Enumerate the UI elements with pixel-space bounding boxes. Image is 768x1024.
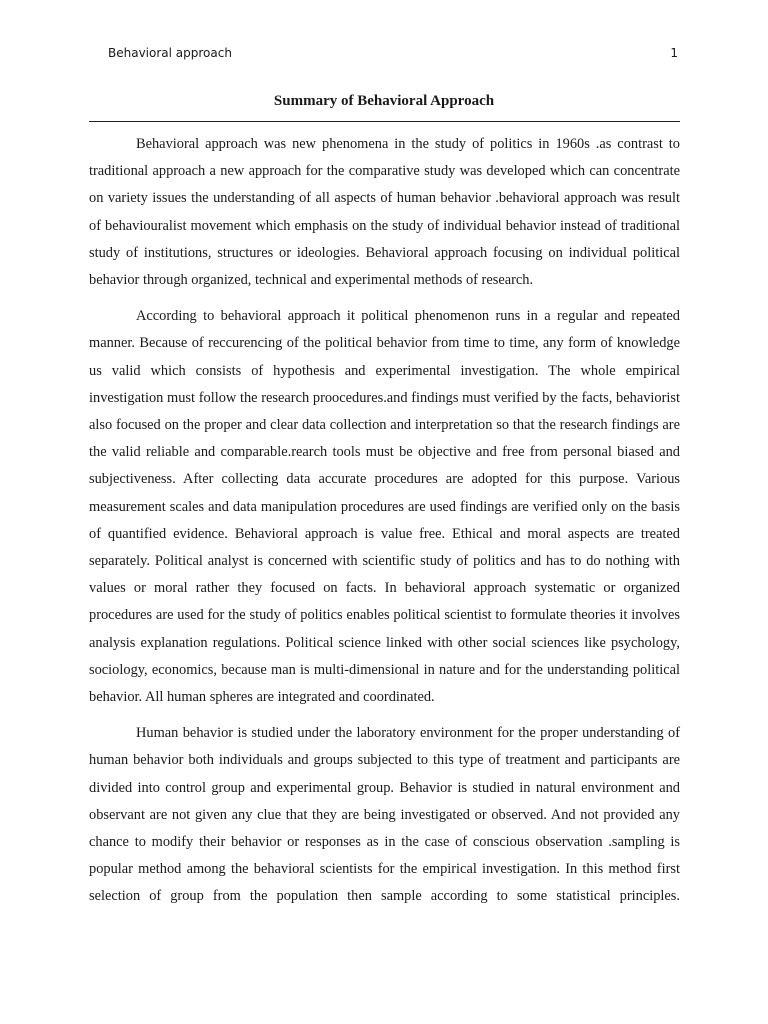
paragraph-3: Human behavior is studied under the laboratory environment for the proper understanding of human behavior both individuals and groups subjected to this type of treatment and participants are divided into control group and experimental group. Behavior is studied in natural environment and observant are not given any clue that they are being investigated or observed. And not provided any chance to modify their behavior or responses as in the case of conscious observation .sampling is popular method among the behavioral scientists for the empirical investigation. In this method first selection of group from the population then sample according to some statistical principles. [89, 725, 680, 905]
paragraph-2: According to behavioral approach it political phenomenon runs in a regular and repeated manner. Because of reccurencing of the political behavior from time to time, any form of knowledge us valid which consists of hypothesis and experimental investigation. The whole empirical investigation must follow the research proocedures.and findings must verified by the facts, behaviorist also focused on the proper and clear data collection and interpretation so that the research findings are the valid reliable and comparable.rearch tools must be objective and free from personal biased and subjectiveness. After collecting data accurate procedures are adopted for this purpose. Various measurement scales and data manipulation procedures are used findings are verified only on the basis of quantified evidence. Behavioral approach is value free. Ethical and moral aspects are treated separately. Political analyst is concerned with scientific study of politics and has to do nothing with values or moral rather they focused on facts. In behavioral approach systematic or organized procedures are used for the study of politics enables political scientist to formulate theories it involves analysis explanation regulations. Political science linked with other social sciences like psychology, sociology, economics, because man is multi-dimensional in nature and for the understanding political behavior. All human spheres are integrated and coordinated. [89, 308, 680, 706]
title-divider [89, 121, 680, 122]
paragraph-1: Behavioral approach was new phenomena in the study of politics in 1960s .as contrast to traditional approach a new approach for the comparative study was developed which can concentrate on variety issues the understanding of all aspects of human behavior .behavioral approach was result of behaviouralist movement which emphasis on the study of individual behavior instead of traditional study of institutions, structures or ideologies. Behavioral approach focusing on individual political behavior through organized, technical and experimental methods of research. [89, 136, 680, 289]
running-head: Behavioral approach [108, 46, 232, 60]
page-number: 1 [670, 46, 678, 60]
document-body [89, 131, 680, 920]
document-title: Summary of Behavioral Approach [273, 93, 495, 109]
